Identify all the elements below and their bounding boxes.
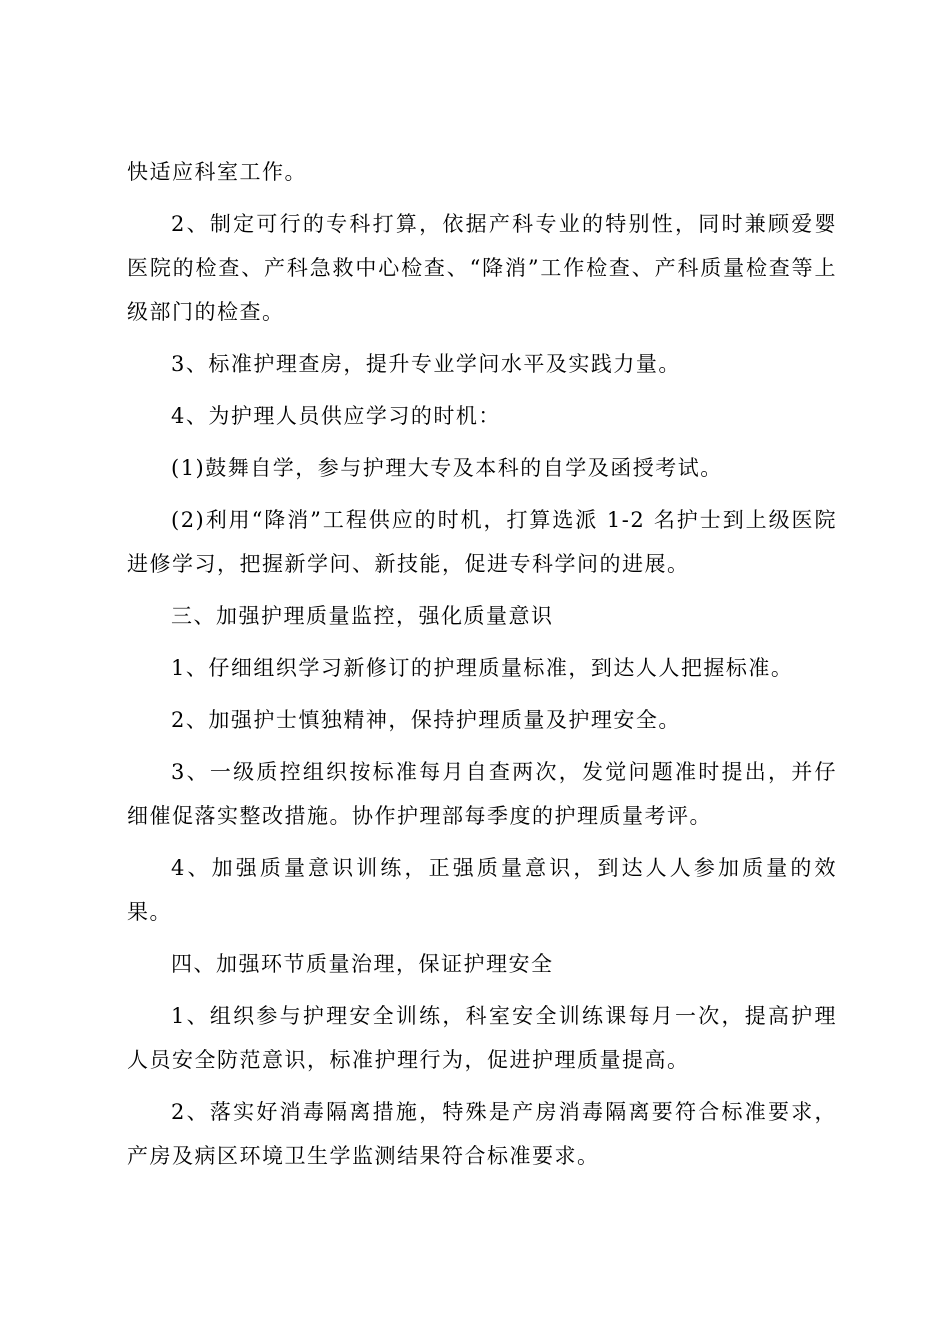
document-body <box>127 150 837 1178</box>
paragraph-13: 1、组织参与护理安全训练，科室安全训练课每月一次，提高护理人员安全防范意识，标准护理行为，促进护理质量提高。 <box>127 1004 837 1072</box>
paragraph-4: 4、为护理人员供应学习的时机： <box>171 404 501 428</box>
paragraph-11: 4、加强质量意识训练，正强质量意识，到达人人参加质量的效果。 <box>127 856 837 924</box>
paragraph-8: 1、仔细组织学习新修订的护理质量标准，到达人人把握标准。 <box>171 656 794 680</box>
paragraph-14: 2、落实好消毒隔离措施，特殊是产房消毒隔离要符合标准要求，产房及病区环境卫生学监测结果符合标准要求。 <box>127 1100 837 1168</box>
section-heading-4: 四、加强环节质量治理，保证护理安全 <box>171 952 554 976</box>
paragraph-3: 3、标准护理查房，提升专业学问水平及实践力量。 <box>171 352 681 376</box>
paragraph-6: (2)利用“降消”工程供应的时机，打算选派 1-2 名护士到上级医院进修学习，把握新学问、新技能，促进专科学问的进展。 <box>127 508 837 576</box>
paragraph-2: 2、制定可行的专科打算，依据产科专业的特别性，同时兼顾爱婴医院的检查、产科急救中心检查、“降消”工作检查、产科质量检查等上级部门的检查。 <box>127 212 837 324</box>
paragraph-10: 3、一级质控组织按标准每月自查两次，发觉问题准时提出，并仔细催促落实整改措施。协作护理部每季度的护理质量考评。 <box>127 760 837 828</box>
paragraph-5: (1)鼓舞自学，参与护理大专及本科的自学及函授考试。 <box>171 456 723 480</box>
paragraph-9: 2、加强护士慎独精神，保持护理质量及护理安全。 <box>171 708 681 732</box>
section-heading-3: 三、加强护理质量监控，强化质量意识 <box>171 604 554 628</box>
paragraph-1: 快适应科室工作。 <box>127 160 307 184</box>
